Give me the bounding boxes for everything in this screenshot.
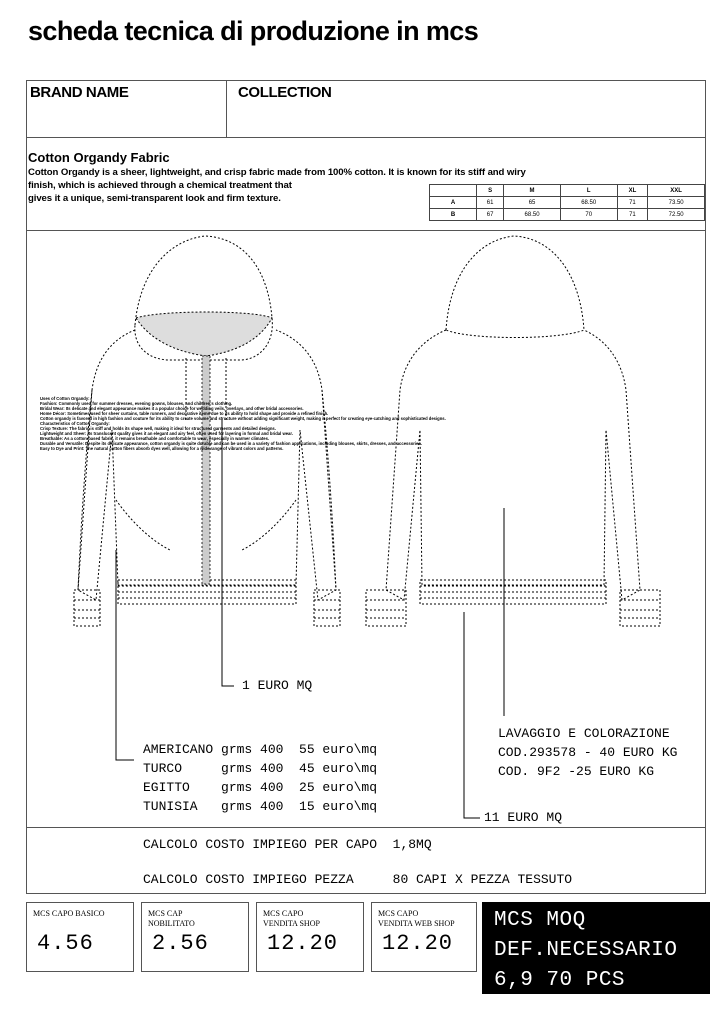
size-row-label: A <box>430 197 477 209</box>
fabric-description-line: gives it a unique, semi-transparent look and firm texture. <box>28 193 281 204</box>
usage-note-line: Home Décor: Sometimes used for sheer curtains, table runners, and decorative items due to its ability to hold shape and provide a refined finish. <box>40 411 329 416</box>
price-card-basic <box>26 902 134 972</box>
size-cell: 61 <box>477 197 504 209</box>
usage-note-line: Crisp Texture: The fabric is stiff and holds its shape well, making it ideal for structured garments and detailed designs. <box>40 426 276 431</box>
size-cell: 65 <box>504 197 561 209</box>
size-cell: 68.50 <box>560 197 617 209</box>
size-col-header: M <box>504 185 561 197</box>
usage-note-line: Cotton organdy is favored in high fashion and couture for its ability to create volume and structure without adding significant weight, making it perfect for creating eye-catching and sophisticated designs. <box>40 416 446 421</box>
fabric-description-line: Cotton Organdy is a sheer, lightweight, and crisp fabric made from 100% cotton. It is known for its stiff and wiry <box>28 167 526 178</box>
fabric-description-line: finish, which is achieved through a chemical treatment that <box>28 180 292 191</box>
price-card-shop <box>256 902 364 972</box>
usage-note-line: Easy to Dye and Print: The natural cotton fibers absorb dyes well, allowing for a wide range of vibrant colors and patterns. <box>40 446 284 451</box>
calc-per-piece: CALCOLO COSTO IMPIEGO PEZZA 80 CAPI X PEZZA TESSUTO <box>143 872 573 887</box>
price-card-value: 12.20 <box>267 931 339 956</box>
size-row-label: B <box>430 209 477 221</box>
price-card-label: MCS CAP NOBILITATO <box>148 909 195 928</box>
washing-info <box>498 724 677 781</box>
price-card-label: MCS CAPO BASICO <box>33 909 105 918</box>
size-col-header: XL <box>617 185 648 197</box>
size-col-header: S <box>477 185 504 197</box>
leader-rib <box>464 612 480 818</box>
size-cell: 68.50 <box>504 209 561 221</box>
usage-note-line: Fashion: Commonly used for summer dresses, evening gowns, blouses, and children's clothing. <box>40 401 233 406</box>
rib-cost-label: 11 EURO MQ <box>484 810 563 825</box>
fabric-price-line: TUNISIA grms 400 15 euro\mq <box>143 799 378 814</box>
moq-title: MCS MOQ <box>494 909 586 932</box>
price-card-label: MCS CAPO VENDITA SHOP <box>263 909 320 928</box>
leader-fabric <box>116 550 134 760</box>
calc-per-garment: CALCOLO COSTO IMPIEGO PER CAPO 1,8MQ <box>143 837 432 852</box>
washing-line: COD.293578 - 40 EURO KG <box>498 745 678 760</box>
usage-note-line: Lightweight and Sheer: Its translucent quality gives it an elegant and airy feel, often used for layering in formal and bridal wear. <box>40 431 293 436</box>
fabric-price-line: TURCO grms 400 45 euro\mq <box>143 761 378 776</box>
moq-value: 6,9 70 PCS <box>494 969 626 992</box>
usage-note-line: Uses of Cotton Organdy: <box>40 396 90 401</box>
usage-note-line: Breathable: As a cotton-based fabric, it remains breathable and comfortable to wear, especially in warmer climates. <box>40 436 270 441</box>
washing-line: LAVAGGIO E COLORAZIONE <box>498 726 670 741</box>
moq-subtitle: DEF.NECESSARIO <box>494 939 678 962</box>
zip-cost-label: 1 EURO MQ <box>242 678 313 693</box>
price-card-value: 2.56 <box>152 931 209 956</box>
moq-block <box>482 902 710 994</box>
size-col-header: L <box>560 185 617 197</box>
size-cell: 72.50 <box>648 209 705 221</box>
washing-line: COD. 9F2 -25 EURO KG <box>498 764 655 779</box>
usage-note-line: Bridal Wear: Its delicate and elegant appearance makes it a popular choice for wedding veils, overlays, and other bridal accessories. <box>40 406 304 411</box>
price-card-value: 12.20 <box>382 931 454 956</box>
leader-zip <box>222 420 234 686</box>
page-title: scheda tecnica di produzione in mcs <box>28 16 479 46</box>
price-card-value: 4.56 <box>37 931 94 956</box>
size-cell: 71 <box>617 197 648 209</box>
usage-note-line: Durable and Versatile: Despite its delicate appearance, cotton organdy is quite durable and can be used in a variety of fashion applications, including blouses, skirts, dresses, and accessories. <box>40 441 422 446</box>
fabric-price-line: AMERICANO grms 400 55 euro\mq <box>143 742 378 757</box>
price-card-ennobled <box>141 902 249 972</box>
size-cell: 70 <box>560 209 617 221</box>
fabric-name: Cotton Organdy Fabric <box>28 150 170 165</box>
collection-label: COLLECTION <box>238 84 332 101</box>
size-cell: 67 <box>477 209 504 221</box>
size-cell: 73.50 <box>648 197 705 209</box>
fabric-price-line: EGITTO grms 400 25 euro\mq <box>143 780 378 795</box>
usage-note-line: Characteristics of Cotton Organdy: <box>40 421 110 426</box>
brand-name-label: BRAND NAME <box>30 84 129 101</box>
size-col-header: XXL <box>648 185 705 197</box>
price-card-webshop <box>371 902 477 972</box>
fabric-price-list <box>143 740 377 816</box>
price-card-label: MCS CAPO VENDITA WEB SHOP <box>378 909 455 928</box>
size-cell: 71 <box>617 209 648 221</box>
